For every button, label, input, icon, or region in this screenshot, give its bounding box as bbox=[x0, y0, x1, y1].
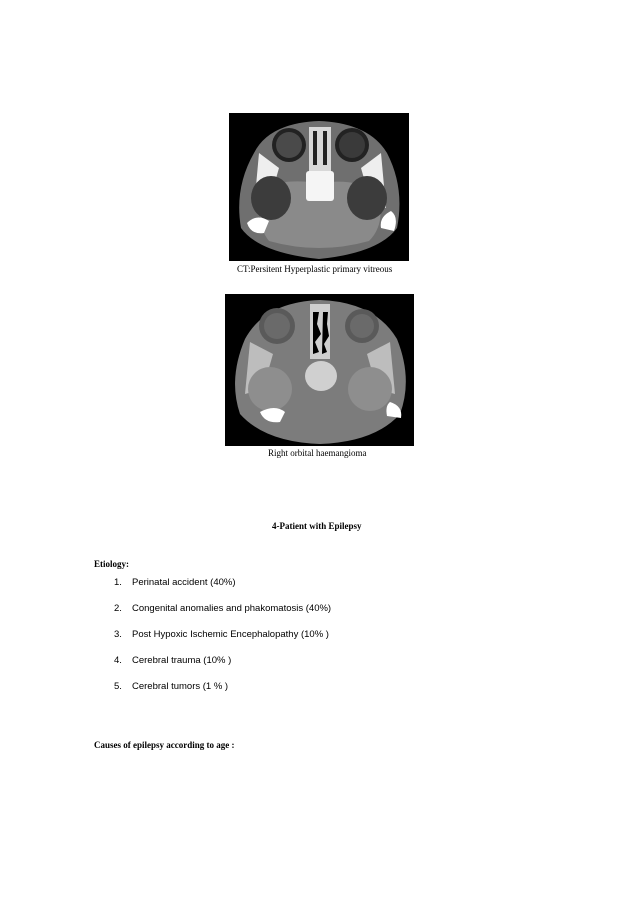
list-item bbox=[114, 681, 331, 707]
list-item bbox=[114, 603, 331, 629]
list-item-number: 2. bbox=[114, 603, 122, 614]
section-title: 4-Patient with Epilepsy bbox=[272, 521, 362, 531]
list-item-text: Post Hypoxic Ischemic Encephalopathy (10% ) bbox=[132, 629, 329, 640]
figure-caption-1: CT:Persitent Hyperplastic primary vitreous bbox=[237, 264, 393, 274]
list-item-text: Cerebral trauma (10% ) bbox=[132, 655, 232, 666]
list-item-number: 3. bbox=[114, 629, 122, 640]
list-item bbox=[114, 655, 331, 681]
list-item bbox=[114, 577, 331, 603]
list-item-number: 1. bbox=[114, 577, 122, 588]
etiology-list bbox=[114, 577, 331, 707]
list-item-number: 4. bbox=[114, 655, 122, 666]
list-item-text: Perinatal accident (40%) bbox=[132, 577, 236, 588]
list-item-text: Congenital anomalies and phakomatosis (40%) bbox=[132, 603, 332, 614]
ct-scan-image-1 bbox=[229, 113, 409, 261]
list-item bbox=[114, 629, 331, 655]
list-item-number: 5. bbox=[114, 681, 122, 692]
causes-heading: Causes of epilepsy according to age : bbox=[94, 740, 235, 750]
list-item-text: Cerebral tumors (1 % ) bbox=[132, 681, 229, 692]
figure-caption-2: Right orbital haemangioma bbox=[268, 448, 367, 458]
etiology-heading: Etiology: bbox=[94, 559, 129, 569]
ct-scan-image-2 bbox=[225, 294, 414, 446]
